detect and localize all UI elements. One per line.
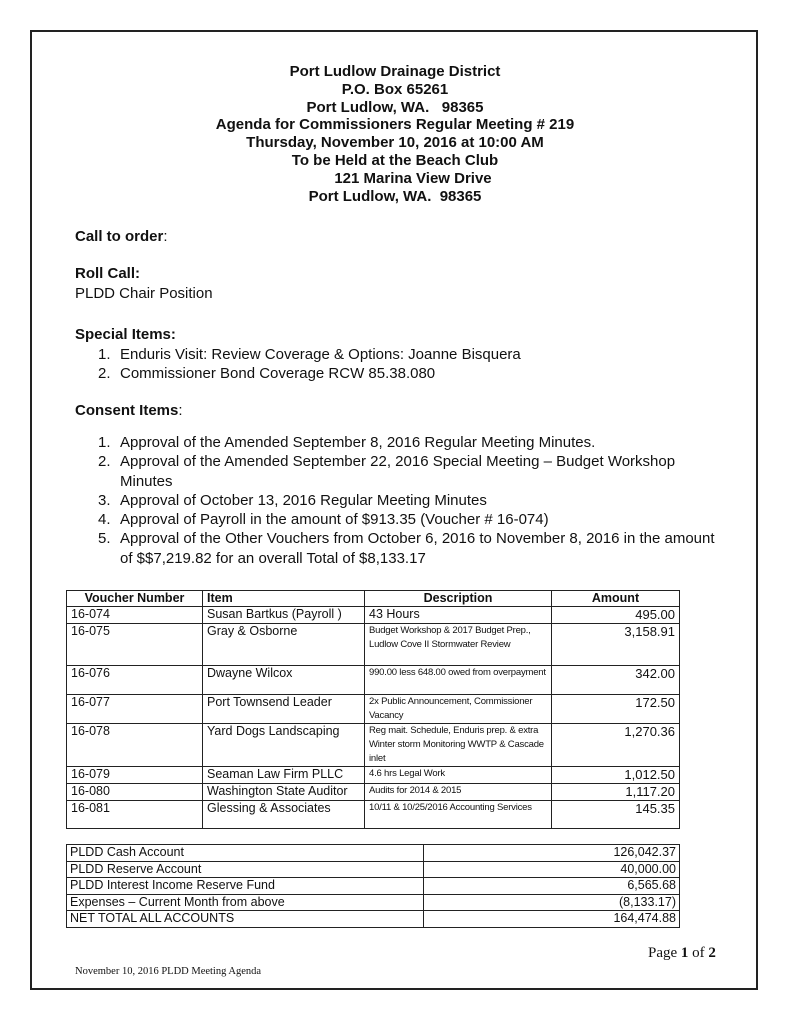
- meeting-datetime: Thursday, November 10, 2016 at 10:00 AM: [246, 134, 544, 152]
- item-number: 1.: [98, 346, 111, 363]
- district-name: Port Ludlow Drainage District: [289, 63, 501, 80]
- table-row: [67, 624, 680, 666]
- call-to-order-colon: :: [163, 228, 168, 245]
- voucher-amount: 145.35: [552, 801, 680, 829]
- col-header-item: Item: [203, 591, 365, 607]
- page-of: of: [688, 945, 709, 961]
- voucher-number: 16-075: [67, 624, 203, 666]
- table-row: [67, 894, 680, 911]
- call-to-order-label: Call to order: [75, 228, 164, 245]
- call-to-order-heading: [75, 228, 168, 245]
- list-item: [75, 452, 715, 491]
- voucher-amount: 1,270.36: [552, 724, 680, 767]
- venue-city: Port Ludlow, WA. 98365: [308, 187, 482, 205]
- voucher-table: [66, 590, 680, 829]
- table-row: [67, 911, 680, 928]
- voucher-description: 10/11 & 10/25/2016 Accounting Services: [365, 801, 552, 829]
- list-item: [75, 510, 715, 529]
- item-text: Approval of the Amended September 22, 2016 Special Meeting – Budget Workshop Minutes: [120, 453, 676, 490]
- account-label: NET TOTAL ALL ACCOUNTS: [67, 911, 424, 928]
- account-value: (8,133.17): [424, 894, 680, 911]
- col-header-voucher: Voucher Number: [67, 591, 203, 607]
- account-label: PLDD Interest Income Reserve Fund: [67, 878, 424, 895]
- col-header-description: Description: [365, 591, 552, 607]
- account-label: Expenses – Current Month from above: [67, 894, 424, 911]
- footer-text: November 10, 2016 PLDD Meeting Agenda: [75, 966, 262, 977]
- item-text: Approval of the Other Vouchers from October 6, 2016 to November 8, 2016 in the amount of $$7,219.82 for an overall Total of $8,133.17: [120, 530, 715, 567]
- voucher-description: 990.00 less 648.00 owed from overpayment: [365, 666, 552, 695]
- roll-call-text: PLDD Chair Position: [75, 285, 213, 302]
- item-number: 2.: [98, 453, 111, 471]
- item-text: Approval of October 13, 2016 Regular Meeting Minutes: [120, 491, 487, 509]
- consent-items-list: [75, 433, 715, 568]
- consent-items-heading: [75, 402, 183, 419]
- table-row: [67, 845, 680, 862]
- list-item: [75, 433, 715, 452]
- voucher-number: 16-078: [67, 724, 203, 767]
- account-value: 126,042.37: [424, 845, 680, 862]
- meeting-venue: To be Held at the Beach Club: [291, 151, 499, 169]
- voucher-number: 16-077: [67, 695, 203, 724]
- voucher-description: Budget Workshop & 2017 Budget Prep., Ludlow Cove II Stormwater Review: [365, 624, 552, 666]
- voucher-item: Gray & Osborne: [203, 624, 365, 666]
- voucher-amount: 3,158.91: [552, 624, 680, 666]
- table-row: [67, 724, 680, 767]
- table-row: [67, 861, 680, 878]
- table-row: [67, 784, 680, 801]
- item-number: 4.: [98, 511, 111, 529]
- table-row: [67, 666, 680, 695]
- list-item: [75, 491, 715, 510]
- consent-items-colon: :: [178, 402, 183, 419]
- voucher-item: Port Townsend Leader: [203, 695, 365, 724]
- voucher-item: Seaman Law Firm PLLC: [203, 767, 365, 784]
- list-item: [75, 529, 715, 568]
- table-row: [67, 607, 680, 624]
- special-items-list: [75, 345, 715, 384]
- account-value: 164,474.88: [424, 911, 680, 928]
- voucher-number: 16-074: [67, 607, 203, 624]
- voucher-description: 43 Hours: [365, 607, 552, 624]
- voucher-item: Glessing & Associates: [203, 801, 365, 829]
- voucher-number: 16-081: [67, 801, 203, 829]
- col-header-amount: Amount: [552, 591, 680, 607]
- account-label: PLDD Reserve Account: [67, 861, 424, 878]
- account-value: 6,565.68: [424, 878, 680, 895]
- voucher-item: Yard Dogs Landscaping: [203, 724, 365, 767]
- table-row: [67, 878, 680, 895]
- item-number: 3.: [98, 491, 111, 509]
- agenda-title: Agenda for Commissioners Regular Meeting # 219: [215, 116, 575, 134]
- table-row: [67, 767, 680, 784]
- po-box: P.O. Box 65261: [341, 80, 449, 98]
- item-number: 2.: [98, 365, 111, 383]
- page-total: 2: [708, 945, 716, 961]
- voucher-number: 16-079: [67, 767, 203, 784]
- voucher-amount: 1,012.50: [552, 767, 680, 784]
- voucher-item: Washington State Auditor: [203, 784, 365, 801]
- mailing-city: Port Ludlow, WA. 98365: [306, 98, 484, 116]
- item-number: 5.: [98, 530, 111, 548]
- voucher-amount: 172.50: [552, 695, 680, 724]
- voucher-description: Reg mait. Schedule, Enduris prep. & extra Winter storm Monitoring WWTP & Cascade inlet: [365, 724, 552, 767]
- consent-items-label: Consent Items: [75, 402, 179, 419]
- table-row: [67, 695, 680, 724]
- special-items-heading: Special Items:: [75, 326, 176, 343]
- page-number: [648, 945, 716, 962]
- list-item: [75, 345, 715, 364]
- venue-street: 121 Marina View Drive: [334, 169, 492, 187]
- table-row: [67, 801, 680, 829]
- list-item: [75, 364, 715, 383]
- voucher-description: 4.6 hrs Legal Work: [365, 767, 552, 784]
- document-header: [30, 63, 760, 205]
- item-text: Approval of the Amended September 8, 2016 Regular Meeting Minutes.: [120, 434, 596, 451]
- page-current: 1: [680, 945, 689, 961]
- page-prefix: Page: [648, 945, 681, 961]
- voucher-number: 16-080: [67, 784, 203, 801]
- voucher-amount: 495.00: [552, 607, 680, 624]
- voucher-item: Susan Bartkus (Payroll ): [203, 607, 365, 624]
- voucher-description: 2x Public Announcement, Commissioner Vacancy: [365, 695, 552, 724]
- roll-call-heading: Roll Call:: [75, 265, 141, 282]
- item-text: Enduris Visit: Review Coverage & Options: Joanne Bisquera: [120, 346, 521, 363]
- item-text: Approval of Payroll in the amount of $913.35 (Voucher # 16-074): [120, 511, 549, 529]
- voucher-amount: 1,117.20: [552, 784, 680, 801]
- voucher-amount: 342.00: [552, 666, 680, 695]
- item-number: 1.: [98, 434, 111, 451]
- table-header-row: [67, 591, 680, 607]
- voucher-description: Audits for 2014 & 2015: [365, 784, 552, 801]
- account-value: 40,000.00: [424, 861, 680, 878]
- account-label: PLDD Cash Account: [67, 845, 424, 862]
- voucher-item: Dwayne Wilcox: [203, 666, 365, 695]
- item-text: Commissioner Bond Coverage RCW 85.38.080: [120, 365, 436, 383]
- accounts-summary-table: [66, 844, 680, 928]
- voucher-number: 16-076: [67, 666, 203, 695]
